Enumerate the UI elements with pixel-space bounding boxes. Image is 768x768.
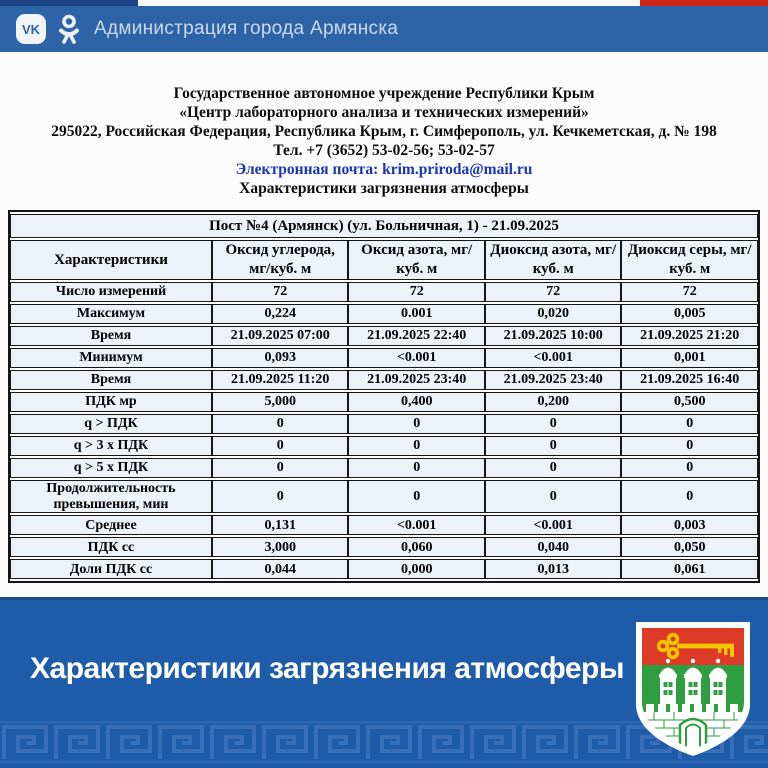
cell-value: 0.001 xyxy=(348,304,485,324)
column-header: Оксид углерода, мг/куб. м xyxy=(212,240,349,280)
cell-value: <0.001 xyxy=(485,348,622,368)
table-row xyxy=(10,458,758,478)
cell-value: 0,060 xyxy=(348,537,485,557)
cell-value: 0,044 xyxy=(212,559,349,579)
email-link[interactable]: Электронная почта: krim.priroda@mail.ru xyxy=(235,161,533,178)
row-label: ПДК мр xyxy=(10,392,212,412)
cell-value: 72 xyxy=(348,282,485,302)
cell-value: 0 xyxy=(348,458,485,478)
cell-value: 0 xyxy=(212,480,349,513)
cell-value: 0,005 xyxy=(621,304,758,324)
cell-value: 21.09.2025 07:00 xyxy=(212,326,349,346)
cell-value: 0,500 xyxy=(621,392,758,412)
table-header-row xyxy=(10,240,758,280)
cell-value: 0 xyxy=(485,458,622,478)
row-label: q > 5 х ПДК xyxy=(10,458,212,478)
row-label: ПДК сс xyxy=(10,537,212,557)
cell-value: 0,131 xyxy=(212,515,349,535)
cell-value: 0 xyxy=(621,414,758,434)
table-row xyxy=(10,282,758,302)
community-title: Администрация города Армянска xyxy=(94,18,399,39)
cell-value: 0,003 xyxy=(621,515,758,535)
table-row xyxy=(10,480,758,513)
column-header: Диоксид азота, мг/куб. м xyxy=(485,240,622,280)
table-caption-row xyxy=(10,214,758,238)
cell-value: 0 xyxy=(212,414,349,434)
row-label: Среднее xyxy=(10,515,212,535)
table-row xyxy=(10,348,758,368)
cell-value: 0,000 xyxy=(348,559,485,579)
table-row xyxy=(10,304,758,324)
cell-value: 21.09.2025 23:40 xyxy=(485,370,622,390)
row-label: Минимум xyxy=(10,348,212,368)
cell-value: 0 xyxy=(212,458,349,478)
pollution-table xyxy=(8,210,760,583)
row-label: Время xyxy=(10,370,212,390)
row-label: Максимум xyxy=(10,304,212,324)
column-header-characteristics: Характеристики xyxy=(10,240,212,280)
vk-icon[interactable]: VK xyxy=(16,14,46,44)
cell-value: <0.001 xyxy=(485,515,622,535)
table-row xyxy=(10,537,758,557)
cell-value: 21.09.2025 11:20 xyxy=(212,370,349,390)
pollution-table-wrap xyxy=(8,210,760,583)
cell-value: 0,200 xyxy=(485,392,622,412)
column-header: Диоксид серы, мг/куб. м xyxy=(621,240,758,280)
community-header-bar xyxy=(0,6,768,52)
address-line: 295022, Российская Федерация, Республика Крым, г. Симферополь, ул. Кечкеметская, д. № 198 xyxy=(51,123,717,140)
row-label: Число измерений xyxy=(10,282,212,302)
banner-title: Характеристики загрязнения атмосферы xyxy=(30,652,624,685)
cell-value: <0.001 xyxy=(348,348,485,368)
cell-value: 0 xyxy=(348,414,485,434)
row-label: Доли ПДК сс xyxy=(10,559,212,579)
cell-value: 0 xyxy=(348,480,485,513)
cell-value: 72 xyxy=(212,282,349,302)
cell-value: 0,061 xyxy=(621,559,758,579)
cell-value: 0 xyxy=(485,436,622,456)
row-label: q > 3 х ПДК xyxy=(10,436,212,456)
cell-value: 0,001 xyxy=(621,348,758,368)
coat-of-arms-icon xyxy=(630,618,756,760)
cell-value: 21.09.2025 16:40 xyxy=(621,370,758,390)
cell-value: 0 xyxy=(621,436,758,456)
document-title: Характеристики загрязнения атмосферы xyxy=(239,180,529,197)
org-subname-line: «Центр лабораторного анализа и технических измерений» xyxy=(179,104,589,121)
cell-value: 0 xyxy=(621,458,758,478)
cell-value: 0,224 xyxy=(212,304,349,324)
table-row xyxy=(10,436,758,456)
column-header: Оксид азота, мг/куб. м xyxy=(348,240,485,280)
cell-value: 0,013 xyxy=(485,559,622,579)
odnoklassniki-icon[interactable] xyxy=(56,13,82,45)
cell-value: 0,050 xyxy=(621,537,758,557)
bottom-banner xyxy=(0,597,768,768)
table-row xyxy=(10,515,758,535)
row-label: Время xyxy=(10,326,212,346)
cell-value: 72 xyxy=(621,282,758,302)
cell-value: <0.001 xyxy=(348,515,485,535)
cell-value: 21.09.2025 10:00 xyxy=(485,326,622,346)
letterhead xyxy=(0,84,768,198)
cell-value: 3,000 xyxy=(212,537,349,557)
table-row xyxy=(10,370,758,390)
cell-value: 0,020 xyxy=(485,304,622,324)
cell-value: 0,040 xyxy=(485,537,622,557)
phone-line: Тел. +7 (3652) 53-02-56; 53-02-57 xyxy=(273,142,495,159)
cell-value: 0 xyxy=(348,436,485,456)
table-row xyxy=(10,392,758,412)
cell-value: 21.09.2025 23:40 xyxy=(348,370,485,390)
row-label: q > ПДК xyxy=(10,414,212,434)
row-label: Продолжительность превышения, мин xyxy=(10,480,212,513)
cell-value: 21.09.2025 22:40 xyxy=(348,326,485,346)
cell-value: 0 xyxy=(212,436,349,456)
cell-value: 0 xyxy=(621,480,758,513)
cell-value: 21.09.2025 21:20 xyxy=(621,326,758,346)
table-caption: Пост №4 (Армянск) (ул. Больничная, 1) - 21.09.2025 xyxy=(10,214,758,238)
cell-value: 0 xyxy=(485,480,622,513)
table-row xyxy=(10,326,758,346)
cell-value: 0,093 xyxy=(212,348,349,368)
cell-value: 0,400 xyxy=(348,392,485,412)
org-name-line: Государственное автономное учреждение Республики Крым xyxy=(173,85,595,102)
table-row xyxy=(10,414,758,434)
cell-value: 0 xyxy=(485,414,622,434)
cell-value: 5,000 xyxy=(212,392,349,412)
cell-value: 72 xyxy=(485,282,622,302)
table-row xyxy=(10,559,758,579)
